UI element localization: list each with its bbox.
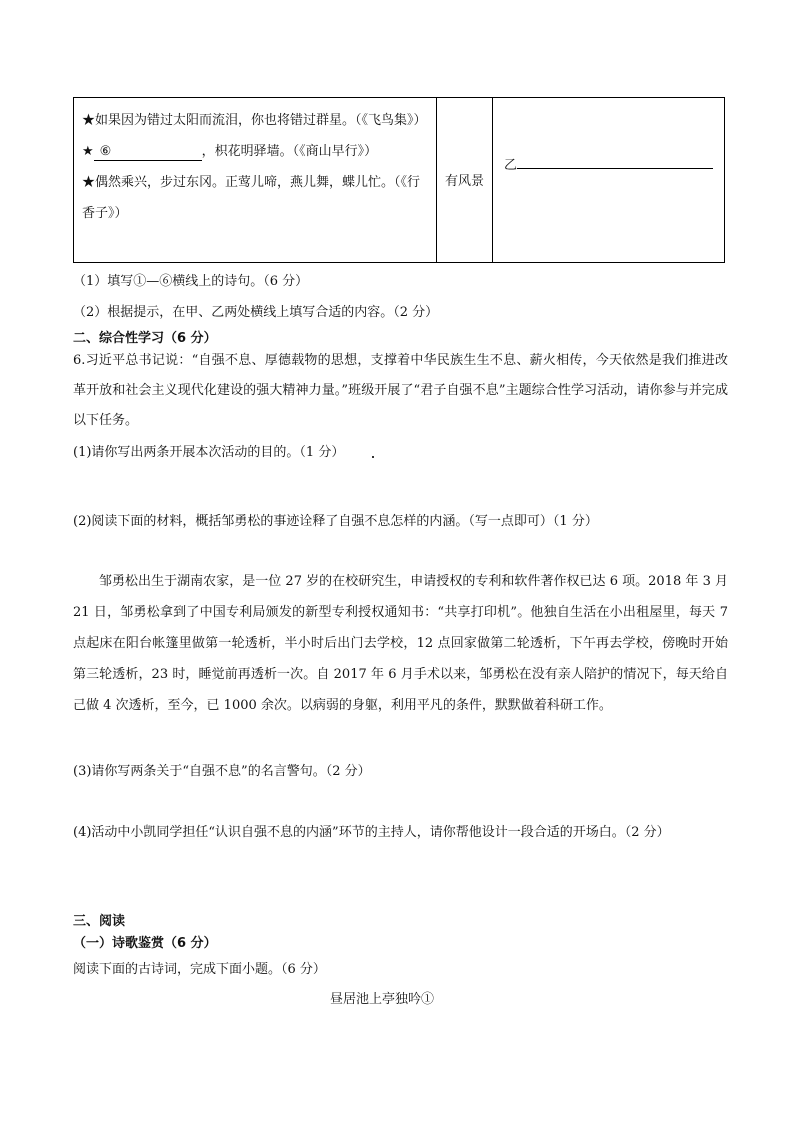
stray-mark [372,456,374,458]
section-2-heading: 二、综合性学习（6 分） [73,331,217,346]
poem-title: 昼居池上亭独吟① [330,992,435,1007]
question-2: （2）根据提示，在甲、乙两处横线上填写合适的内容。（2 分） [73,305,439,320]
subquestion-3: (3)请你写两条关于“自强不息”的名言警句。（2 分） [73,764,371,779]
fill-blank-6[interactable]: ⑥ [94,144,202,161]
subquestion-4: (4)活动中小凯同学担任“认识自强不息的内涵”环节的主持人，请你帮他设计一段合适的开场白。（2 分） [73,825,670,840]
star-marker: ★ [82,144,94,159]
section-3-heading: 三、阅读 [73,914,126,929]
quote-shangshanzaoxing [82,136,432,167]
poetry-table [73,97,725,263]
table-divider-2 [492,98,493,262]
question-1: （1）填写①—⑥横线上的诗句。（6 分） [73,274,309,289]
section-3-subheading: （一）诗歌鉴赏（6 分） [73,936,217,951]
table-divider-1 [436,98,437,262]
scenery-label: 有风景 [445,174,485,189]
material-passage: 邹勇松出生于湖南农家，是一位 27 岁的在校研究生，申请授权的专利和软件著作权已达 6 项。2018 年 3 月 21 日，邹勇松拿到了中国专利局颁发的新型专利授权通知书：“共享打印机”。他独自生活在小出租屋里，每天 7 点起床在阳台帐篷里做第一轮透析，半小时后出门去学校，12 点回家做第二轮透析，下午再去学校，傍晚时开始第三轮透析，23 时，睡觉前再透析一次。自 2017 年 6 月手术以来，邹勇松在没有亲人陪护的情况下，每天给自己做 4 次透析，至今，已 1000 余次。以病弱的身躯，利用平凡的条件，默默做着科研工作。 [73,574,728,713]
quote2-text: ，枳花明驿墙。（《商山早行》） [201,144,378,159]
fill-blank-yi[interactable] [517,156,713,169]
quote-feiniaoji: ★如果因为错过太阳而流泪，你也将错过群星。（《飞鸟集》） [82,113,427,128]
subquestion-2: (2)阅读下面的材料，概括邹勇松的事迹诠释了自强不息怎样的内涵。（写一点即可）（1 分） [73,514,598,529]
answer-yi [504,154,713,173]
section-2-intro: 6.习近平总书记说：“自强不息、厚德载物的思想，支撑着中华民族生生不息、薪火相传，今天依然是我们推进改革开放和社会主义现代化建设的强大精神力量。”班级开展了“君子自强不息”主题综合性学习活动，请你参与并完成以下任务。 [73,353,728,428]
yi-label: 乙 [504,158,518,173]
subquestion-1: (1)请你写出两条开展本次活动的目的。（1 分） [73,445,345,460]
section-3-instruction: 阅读下面的古诗词，完成下面小题。（6 分） [73,962,326,977]
quotes-cell [82,105,432,229]
quote-xingxiangzi: ★偶然乘兴，步过东冈。正莺儿啼，燕儿舞，蝶儿忙。（《行香子》） [82,175,421,221]
